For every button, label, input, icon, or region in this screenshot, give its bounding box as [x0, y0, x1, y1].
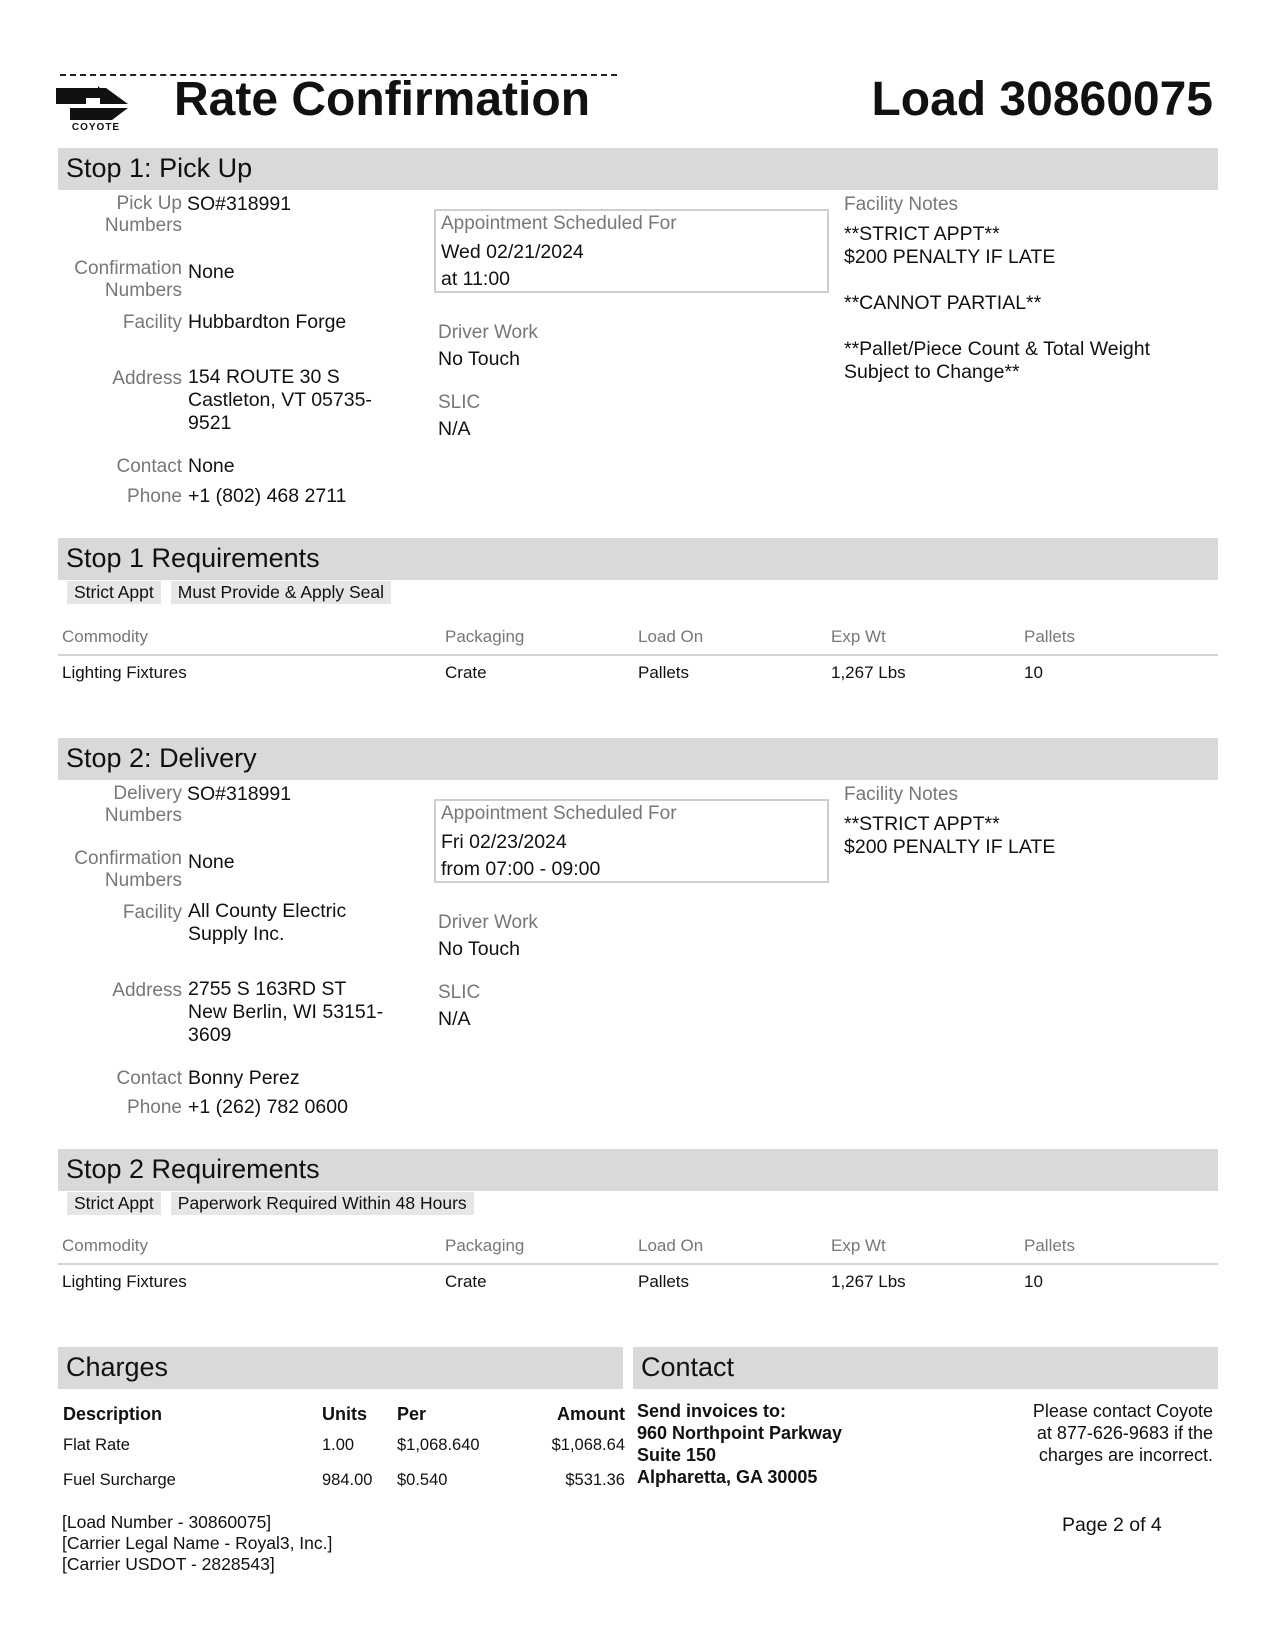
column-header: Pallets	[1024, 1236, 1076, 1255]
stop2-confirmation-value: None	[188, 851, 235, 873]
column-header: Packaging	[445, 627, 525, 646]
stop2-section-bar: Stop 2: Delivery	[58, 738, 1218, 780]
charges-table	[58, 1400, 625, 1498]
column-header: Amount	[557, 1403, 625, 1424]
invoice-address	[637, 1400, 842, 1488]
column-header: Load On	[638, 1236, 704, 1255]
column-header: Load On	[638, 627, 704, 646]
stop1-requirement-tags	[67, 581, 391, 604]
table-cell: 10	[1024, 663, 1043, 682]
contact-section-bar: Contact	[633, 1347, 1218, 1389]
stop2-driver-work-value: No Touch	[438, 938, 521, 960]
stop2-facility-label: Facility	[122, 902, 182, 923]
stop1-facility-notes-label: Facility Notes	[844, 194, 959, 215]
stop2-phone-value: +1 (262) 782 0600	[188, 1096, 348, 1118]
stop2-contact-label: Contact	[116, 1068, 182, 1089]
requirement-tag: Must Provide & Apply Seal	[171, 581, 391, 604]
table-cell: 10	[1024, 1272, 1043, 1291]
stop1-appointment-box	[434, 209, 829, 293]
column-header: Commodity	[62, 1236, 148, 1255]
column-header: Exp Wt	[831, 1236, 886, 1255]
table-cell: Lighting Fixtures	[62, 1272, 187, 1291]
stop2-commodity-table	[58, 1229, 1218, 1299]
table-row	[58, 1463, 625, 1498]
column-header: Exp Wt	[831, 627, 886, 646]
stop1-facility-value: Hubbardton Forge	[188, 311, 347, 333]
column-header: Description	[63, 1403, 163, 1424]
stop1-slic-value: N/A	[438, 418, 471, 440]
address-line: 3609	[188, 1024, 232, 1046]
footer-load-number: [Load Number - 30860075]	[62, 1512, 272, 1532]
stop2-requirement-tags	[67, 1192, 474, 1215]
table-cell: Crate	[445, 663, 487, 682]
footer-carrier-name: [Carrier Legal Name - Royal3, Inc.]	[62, 1533, 333, 1553]
column-header: Pallets	[1024, 627, 1076, 646]
stop1-driver-work-label: Driver Work	[438, 322, 538, 343]
table-cell: Flat Rate	[63, 1436, 130, 1454]
address-line: 154 ROUTE 30 S	[188, 366, 340, 388]
stop2-appointment-box	[434, 799, 829, 883]
stop2-driver-work-label: Driver Work	[438, 912, 538, 933]
send-invoices-label: Send invoices to:	[637, 1401, 787, 1421]
stop1-numbers-value: SO#318991	[187, 193, 292, 215]
page-number: Page 2 of 4	[1062, 1514, 1162, 1536]
table-header	[58, 620, 1218, 656]
stop2-slic-label: SLIC	[438, 982, 481, 1003]
table-cell: Crate	[445, 1272, 487, 1291]
stop2-address-value	[188, 978, 383, 1047]
load-number-title: Load 30860075	[871, 73, 1213, 126]
table-cell: Pallets	[638, 1272, 690, 1291]
footer-carrier-dot: [Carrier USDOT - 2828543]	[62, 1554, 275, 1574]
requirement-tag: Strict Appt	[67, 581, 161, 604]
table-cell: $531.36	[565, 1471, 625, 1489]
address-line: Suite 150	[637, 1445, 717, 1465]
stop2-facility-value	[188, 900, 346, 946]
requirement-tag: Strict Appt	[67, 1192, 161, 1215]
address-line: 2755 S 163RD ST	[188, 978, 347, 1000]
stop1-facility-label: Facility	[122, 312, 182, 333]
table-cell: $0.540	[397, 1471, 448, 1489]
column-header: Commodity	[62, 627, 148, 646]
table-row	[58, 1428, 625, 1463]
note-line: Please contact Coyote	[1032, 1401, 1213, 1421]
table-cell: $1,068.640	[397, 1436, 480, 1454]
stop1-confirmation-label: Confirmation Numbers	[74, 258, 182, 301]
stop2-facility-notes: **STRICT APPT** $200 PENALTY IF LATE	[844, 813, 1056, 858]
table-cell: Pallets	[638, 663, 690, 682]
stop2-requirements-bar: Stop 2 Requirements	[58, 1149, 1218, 1191]
table-cell: 1,267 Lbs	[831, 663, 906, 682]
stop1-contact-value: None	[188, 455, 235, 477]
appointment-label: Appointment Scheduled For	[441, 803, 677, 824]
footer-info	[62, 1512, 332, 1575]
stop1-commodity-table	[58, 620, 1218, 690]
stop2-address-label: Address	[112, 980, 182, 1001]
table-header	[58, 1229, 1218, 1265]
stop1-driver-work-value: No Touch	[438, 348, 521, 370]
appointment-time: at 11:00	[441, 268, 511, 290]
stop2-phone-label: Phone	[127, 1097, 182, 1118]
facility-line: Supply Inc.	[188, 923, 285, 945]
stop1-facility-notes: **STRICT APPT** $200 PENALTY IF LATE **CANNOT PARTIAL** **Pallet/Piece Count & Total Weight Subject to Change**	[844, 223, 1151, 383]
address-line: 9521	[188, 412, 232, 434]
table-cell: 984.00	[322, 1471, 373, 1489]
facility-line: All County Electric	[188, 900, 347, 922]
stop1-numbers-label: Pick Up Numbers	[104, 193, 182, 236]
table-row	[58, 1265, 1218, 1299]
page-title: Rate Confirmation	[174, 73, 591, 126]
appointment-time: from 07:00 - 09:00	[441, 858, 601, 880]
stop1-phone-label: Phone	[127, 486, 182, 507]
stop1-contact-label: Contact	[116, 456, 182, 477]
stop1-address-label: Address	[112, 368, 182, 389]
charges-section-bar: Charges	[58, 1347, 623, 1389]
appointment-date: Wed 02/21/2024	[441, 241, 584, 263]
address-line: Alpharetta, GA 30005	[637, 1467, 818, 1487]
address-line: Castleton, VT 05735-	[188, 389, 372, 411]
table-row	[58, 656, 1218, 690]
column-header: Packaging	[445, 1236, 525, 1255]
stop2-contact-value: Bonny Perez	[188, 1067, 300, 1089]
table-cell: Lighting Fixtures	[62, 663, 187, 682]
stop1-phone-value: +1 (802) 468 2711	[188, 485, 347, 507]
stop1-address-value	[188, 366, 372, 435]
note-line: at 877-626-9683 if the	[1036, 1423, 1213, 1443]
table-cell: Fuel Surcharge	[63, 1471, 176, 1489]
table-cell: 1.00	[322, 1436, 355, 1454]
stop1-requirements-bar: Stop 1 Requirements	[58, 538, 1218, 580]
table-header	[58, 1400, 625, 1428]
stop2-facility-notes-label: Facility Notes	[844, 784, 959, 805]
column-header: Per	[397, 1403, 427, 1424]
logo-wordmark: COYOTE	[71, 122, 121, 133]
note-line: charges are incorrect.	[1038, 1445, 1213, 1465]
stop2-slic-value: N/A	[438, 1008, 471, 1030]
appointment-date: Fri 02/23/2024	[441, 831, 567, 853]
stop2-numbers-label: Delivery Numbers	[104, 783, 182, 826]
column-header: Units	[322, 1403, 367, 1424]
table-cell: 1,267 Lbs	[831, 1272, 906, 1291]
stop2-confirmation-label: Confirmation Numbers	[74, 848, 182, 891]
address-line: New Berlin, WI 53151-	[188, 1001, 384, 1023]
stop1-slic-label: SLIC	[438, 392, 481, 413]
address-line: 960 Northpoint Parkway	[637, 1423, 843, 1443]
stop2-numbers-value: SO#318991	[187, 783, 292, 805]
requirement-tag: Paperwork Required Within 48 Hours	[171, 1192, 474, 1215]
stop1-section-bar: Stop 1: Pick Up	[58, 148, 1218, 190]
table-cell: $1,068.64	[551, 1436, 625, 1454]
appointment-label: Appointment Scheduled For	[441, 213, 677, 234]
stop1-confirmation-value: None	[188, 261, 235, 283]
contact-note	[993, 1400, 1213, 1466]
